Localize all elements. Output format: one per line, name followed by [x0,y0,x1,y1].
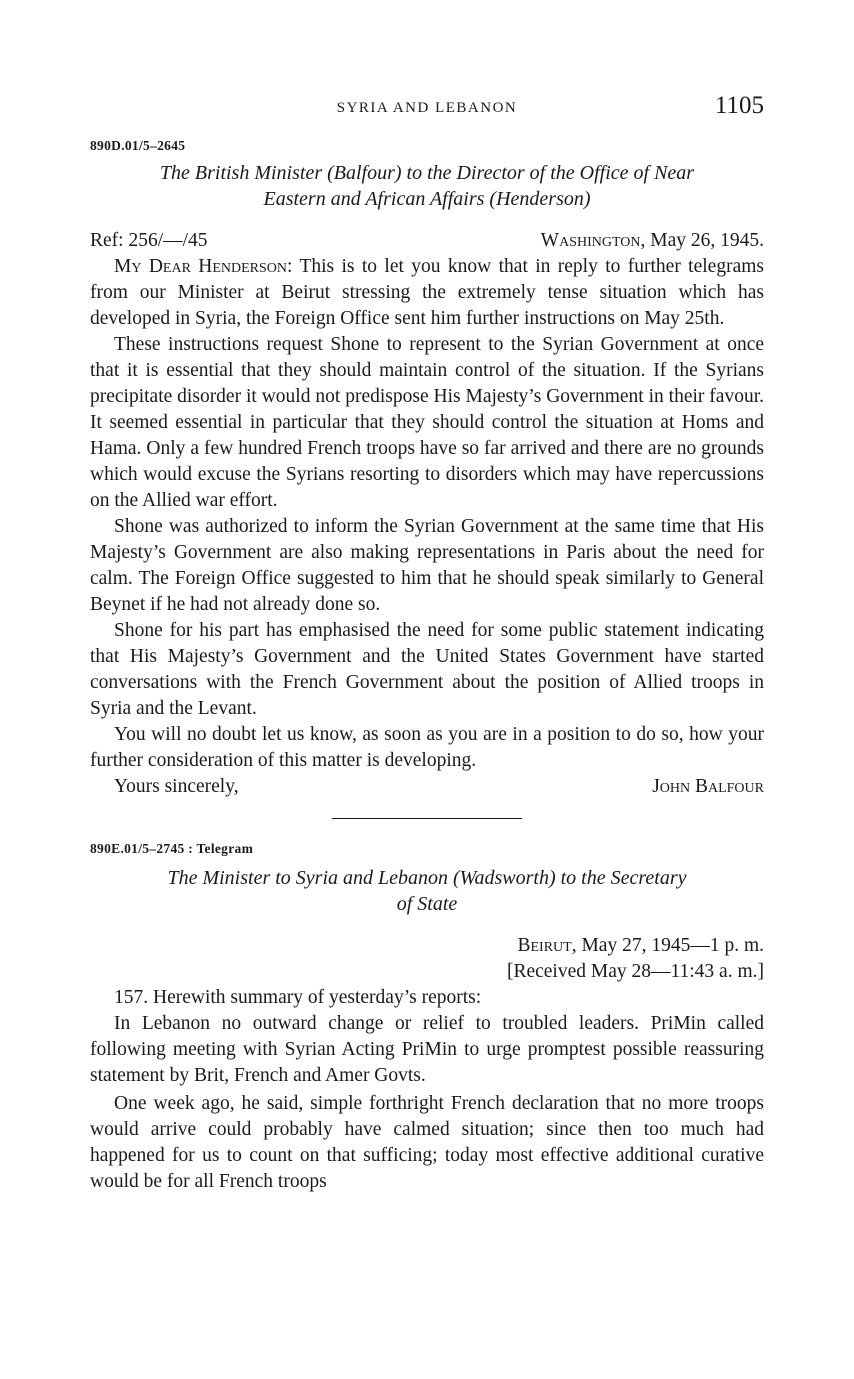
dateline-place: Washington [540,230,641,251]
closing-line [90,774,764,800]
running-title: SYRIA AND LEBANON [336,100,518,116]
dateline [541,228,764,254]
document-title-line: of State [396,893,458,915]
file-reference: 890D.01/5–2645 [90,138,186,153]
body-paragraph: One week ago, he said, simple forthright French declaration that no more troops would arrive could probably have calmed situation; since then too much had happened for us to count on that sufficing; today most effective additional curative would be for all French troops [90,1093,764,1192]
document-title-line: The British Minister (Balfour) to the Director of the Office of Near [159,162,695,184]
body-paragraph: Shone for his part has emphasised the need for some public statement indicating that His Majesty’s Government and the United States Government have started conversations with the French Government about the position of Allied troops in Syria and the Levant. [90,620,764,719]
file-reference: 890E.01/5–2745 : Telegram [90,841,254,856]
letter-reference: Ref: 256/—/45 [90,230,208,251]
reference-line [90,228,764,254]
telegram-dateline-block [90,933,764,985]
page-header [90,92,764,124]
document-title [90,160,764,212]
body-paragraph: These instructions request Shone to represent to the Syrian Government at once that it is essential that they should maintain control of the situation. If the Syrians precipitate disorder it would not predispose His Majesty’s Government in their favour. It seemed essential in particular that they should control the situation at Homs and Hama. Only a few hundred French troops have so far arrived and there are no grounds which would excuse the Syrians resorting to disorders which may have repercussions on the Allied war effort. [90,334,764,511]
body-paragraph: In Lebanon no outward change or relief to troubled leaders. PriMin called following meeting with Syrian Acting PriMin to urge promptest possible reassuring statement by Brit, French and Amer Govts. [90,1013,764,1086]
document-title [90,865,764,917]
document-page [90,92,764,1195]
signature: John Balfour [652,776,764,797]
body-paragraph: Shone was authorized to inform the Syrian Government at the same time that His Majesty’s Government are also making representations in Paris about the need for calm. The Foreign Office suggested to him that he should speak similarly to General Beynet if he had not already done so. [90,516,764,615]
document-title-line: Eastern and African Affairs (Henderson) [263,188,591,210]
dateline-date: , May 26, 1945. [640,230,764,251]
body-paragraph: You will no doubt let us know, as soon as you are in a position to do so, how your further consideration of this matter is developing. [90,724,764,771]
dateline [90,933,764,959]
received-line: [Received May 28—11:43 a. m.] [506,961,764,982]
complimentary-close: Yours sincerely, [114,776,239,797]
document-title-line: The Minister to Syria and Lebanon (Wadsworth) to the Secretary [167,867,687,889]
body-paragraph [90,254,764,332]
salutation: My Dear Henderson [114,256,288,277]
dateline-date: , May 27, 1945—1 p. m. [571,935,764,956]
paragraph-text: : This is to let you know that in reply to further telegrams from our Minister at Beirut stressing the extremely tense situation which has developed in Syria, the Foreign Office sent him further instructions on May 25th. [90,256,764,329]
body-paragraph: 157. Herewith summary of yesterday’s reports: [114,987,482,1008]
dateline-place: Beirut [517,935,572,956]
page-number: 1105 [714,92,764,119]
section-divider [332,818,522,819]
